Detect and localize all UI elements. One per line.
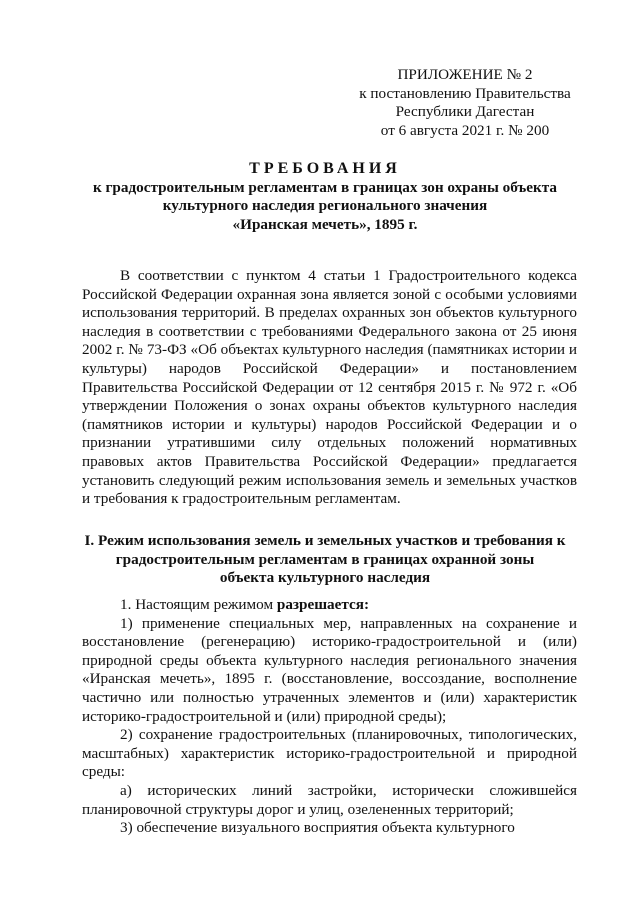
title-line-2: культурного наследия регионального значения [162,197,488,214]
title-line-3: «Иранская мечеть», 1895 г. [232,215,418,233]
appendix-header [350,66,580,140]
section-heading-line-1: I. Режим использования земель и земельных участков и требования к [84,532,566,549]
list-item: 2) сохранение градостроительных (планировочных, типологических, масштабных) характеристик историко-градостроительной и природной среды: [82,726,577,781]
section-heading [70,532,580,588]
intro-paragraph: В соответствии с пунктом 4 статьи 1 Градостроительного кодекса Российской Федерации охранная зона является зоной с особыми условиями использования территорий. В пределах охранных зон объектов культурного наследия в соответствии с требованиями Федерального закона от 25 июня 2002 г. № 73-ФЗ «Об объектах культурного наследия (памятниках истории и культуры) народов Российской Федерации» и постановлением Правительства Российской Федерации от 12 сентября 2015 г. № 972 г. «Об утверждении Положения о зонах охраны объектов культурного наследия (памятников истории и культуры) народов Российской Федерации и о признании утратившими силу отдельных положений нормативных правовых актов Правительства Российской Федерации» предлагается установить следующий режим использования земель и земельных участков и требования к градостроительным регламентам. [82,267,577,508]
appendix-resolution-ref: к постановлению Правительства [359,84,571,102]
section-heading-line-3: объекта культурного наследия [219,569,431,586]
list-item: 3) обеспечение визуального восприятия объекта культурного [120,819,515,837]
clause-1-prefix: 1. Настоящим режимом [120,596,277,613]
list-item: а) исторических линий застройки, исторически сложившейся планировочной структуры дорог и улиц, озелененных территорий; [82,781,577,818]
appendix-number: ПРИЛОЖЕНИЕ № 2 [397,66,533,83]
section-body [82,596,577,838]
appendix-date: от 6 августа 2021 г. № 200 [380,121,550,139]
appendix-region: Республики Дагестан [395,103,535,120]
clause-1-emphasis: разрешается: [276,596,370,613]
document-title [70,160,580,234]
section-heading-line-2: градостроительным регламентам в границах охранной зоны [115,550,535,568]
intro-section [82,267,577,509]
title-line-1: к градостроительным регламентам в границах зон охраны объекта [92,178,558,196]
title-word: ТРЕБОВАНИЯ [249,160,401,177]
list-item: 1) применение специальных мер, направленных на сохранение и восстановление (регенерацию) историко-градостроительной и (или) природной среды объекта культурного наследия регионального значения «Иранская мечеть», 1895 г. (восстановление, воссоздание, восполнение частично или полностью утраченных элементов и (или) характеристик историко-градостроительной и (или) природной среды); [82,614,577,725]
clause-1 [82,596,577,615]
